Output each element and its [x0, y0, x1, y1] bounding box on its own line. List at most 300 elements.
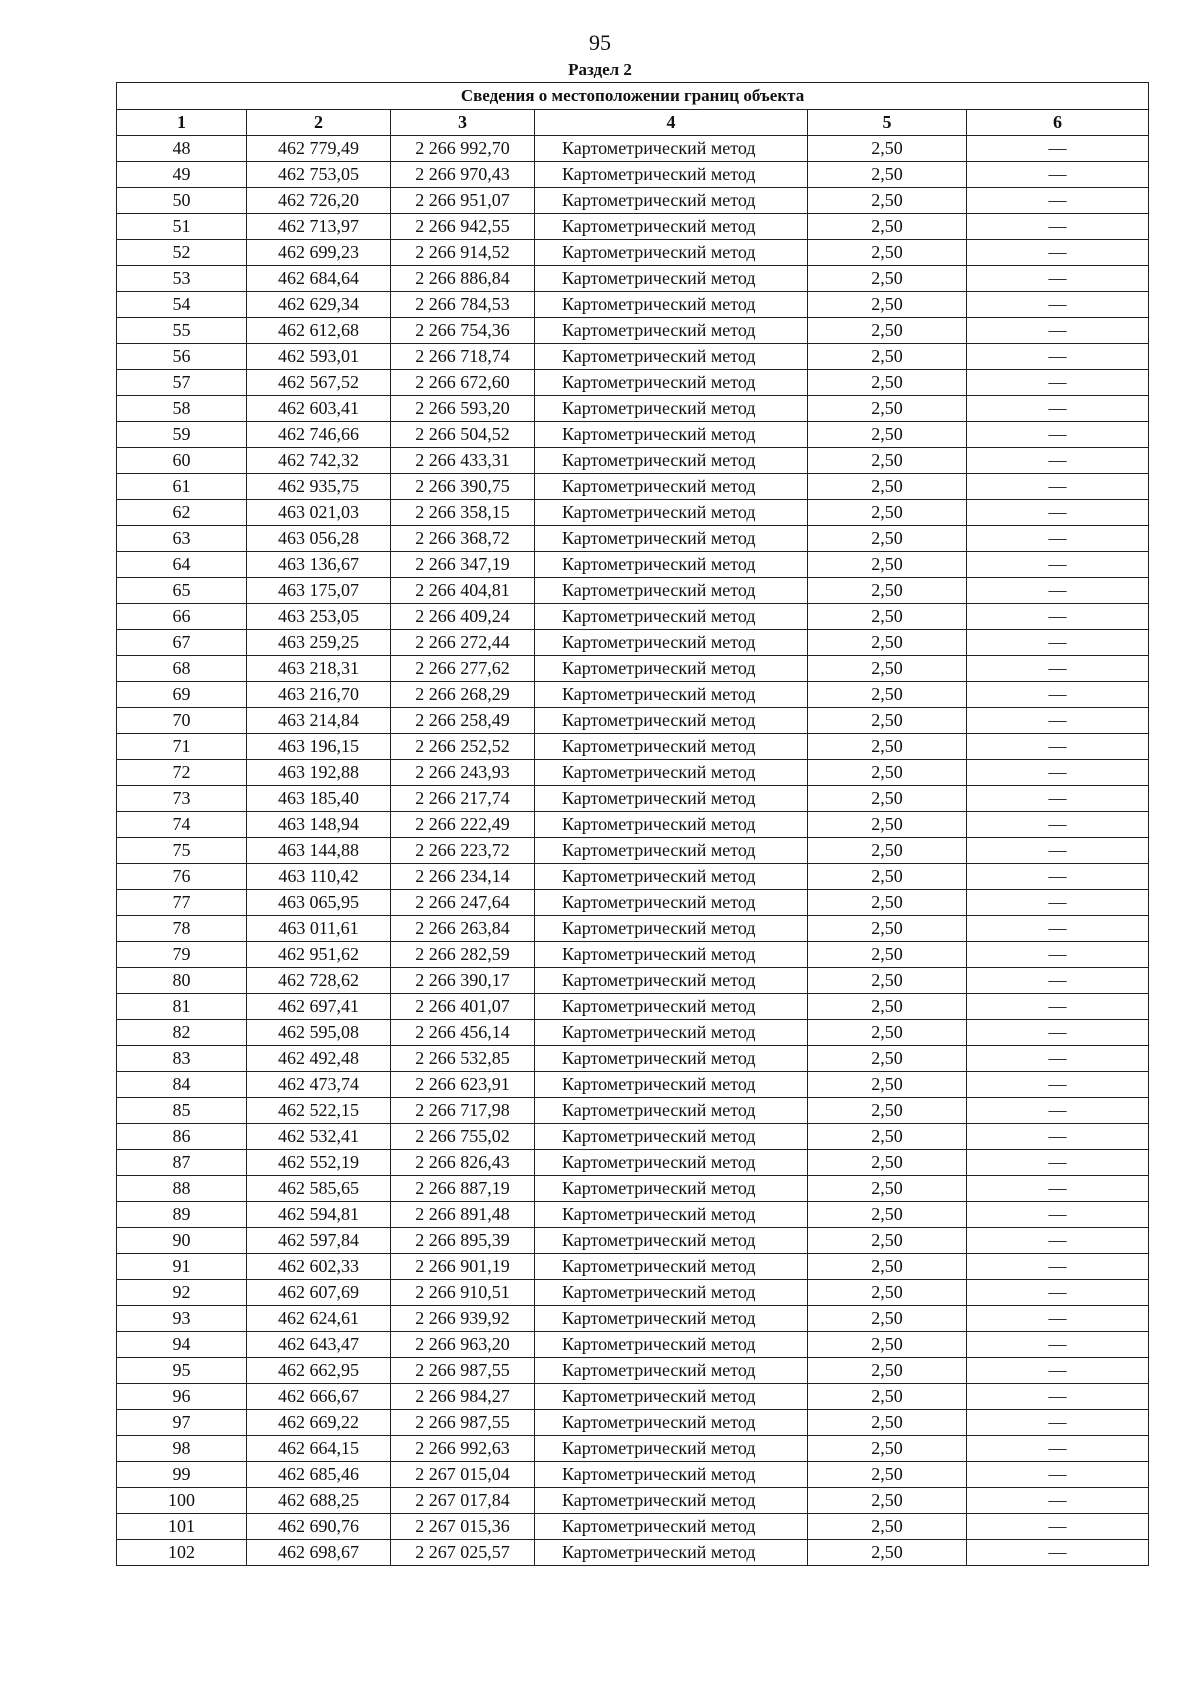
point-number-cell: 89: [117, 1202, 247, 1228]
table-row: [117, 1098, 1149, 1124]
method-cell: Картометрический метод: [535, 760, 808, 786]
table-row: [117, 448, 1149, 474]
y-coordinate-cell: 2 266 358,15: [391, 500, 535, 526]
accuracy-cell: 2,50: [808, 240, 967, 266]
method-cell: Картометрический метод: [535, 1540, 808, 1566]
point-number-cell: 55: [117, 318, 247, 344]
x-coordinate-cell: 462 728,62: [247, 968, 391, 994]
method-cell: Картометрический метод: [535, 1046, 808, 1072]
y-coordinate-cell: 2 266 891,48: [391, 1202, 535, 1228]
accuracy-cell: 2,50: [808, 1540, 967, 1566]
accuracy-cell: 2,50: [808, 162, 967, 188]
accuracy-cell: 2,50: [808, 370, 967, 396]
description-cell: —: [967, 1098, 1149, 1124]
accuracy-cell: 2,50: [808, 578, 967, 604]
y-coordinate-cell: 2 266 984,27: [391, 1384, 535, 1410]
y-coordinate-cell: 2 266 433,31: [391, 448, 535, 474]
table-row: [117, 812, 1149, 838]
table-row: [117, 656, 1149, 682]
accuracy-cell: 2,50: [808, 1280, 967, 1306]
accuracy-cell: 2,50: [808, 656, 967, 682]
method-cell: Картометрический метод: [535, 1072, 808, 1098]
description-cell: —: [967, 1514, 1149, 1540]
point-number-cell: 96: [117, 1384, 247, 1410]
accuracy-cell: 2,50: [808, 526, 967, 552]
x-coordinate-cell: 462 698,67: [247, 1540, 391, 1566]
description-cell: —: [967, 1228, 1149, 1254]
table-row: [117, 162, 1149, 188]
x-coordinate-cell: 462 552,19: [247, 1150, 391, 1176]
x-coordinate-cell: 463 216,70: [247, 682, 391, 708]
table-row: [117, 422, 1149, 448]
x-coordinate-cell: 462 612,68: [247, 318, 391, 344]
table-row: [117, 916, 1149, 942]
y-coordinate-cell: 2 266 992,70: [391, 136, 535, 162]
method-cell: Картометрический метод: [535, 318, 808, 344]
description-cell: —: [967, 1306, 1149, 1332]
method-cell: Картометрический метод: [535, 1098, 808, 1124]
description-cell: —: [967, 552, 1149, 578]
table-row: [117, 864, 1149, 890]
x-coordinate-cell: 462 690,76: [247, 1514, 391, 1540]
x-coordinate-cell: 463 196,15: [247, 734, 391, 760]
table-body: [117, 136, 1149, 1566]
point-number-cell: 54: [117, 292, 247, 318]
method-cell: Картометрический метод: [535, 708, 808, 734]
x-coordinate-cell: 462 684,64: [247, 266, 391, 292]
y-coordinate-cell: 2 266 243,93: [391, 760, 535, 786]
x-coordinate-cell: 462 585,65: [247, 1176, 391, 1202]
table-row: [117, 474, 1149, 500]
column-number: 3: [391, 110, 535, 136]
accuracy-cell: 2,50: [808, 1436, 967, 1462]
y-coordinate-cell: 2 267 017,84: [391, 1488, 535, 1514]
x-coordinate-cell: 462 567,52: [247, 370, 391, 396]
x-coordinate-cell: 462 643,47: [247, 1332, 391, 1358]
x-coordinate-cell: 463 218,31: [247, 656, 391, 682]
x-coordinate-cell: 462 662,95: [247, 1358, 391, 1384]
x-coordinate-cell: 462 779,49: [247, 136, 391, 162]
table-row: [117, 396, 1149, 422]
point-number-cell: 73: [117, 786, 247, 812]
accuracy-cell: 2,50: [808, 500, 967, 526]
point-number-cell: 58: [117, 396, 247, 422]
x-coordinate-cell: 463 185,40: [247, 786, 391, 812]
method-cell: Картометрический метод: [535, 682, 808, 708]
point-number-cell: 98: [117, 1436, 247, 1462]
x-coordinate-cell: 463 021,03: [247, 500, 391, 526]
point-number-cell: 74: [117, 812, 247, 838]
table-row: [117, 1462, 1149, 1488]
table-row: [117, 1384, 1149, 1410]
description-cell: —: [967, 604, 1149, 630]
table-row: [117, 994, 1149, 1020]
y-coordinate-cell: 2 266 532,85: [391, 1046, 535, 1072]
column-number: 2: [247, 110, 391, 136]
table-row: [117, 1306, 1149, 1332]
page-number: 95: [589, 30, 611, 55]
y-coordinate-cell: 2 266 623,91: [391, 1072, 535, 1098]
column-number-row: [117, 110, 1149, 136]
description-cell: —: [967, 1202, 1149, 1228]
point-number-cell: 100: [117, 1488, 247, 1514]
point-number-cell: 102: [117, 1540, 247, 1566]
description-cell: —: [967, 786, 1149, 812]
y-coordinate-cell: 2 266 963,20: [391, 1332, 535, 1358]
x-coordinate-cell: 462 688,25: [247, 1488, 391, 1514]
accuracy-cell: 2,50: [808, 422, 967, 448]
method-cell: Картометрический метод: [535, 734, 808, 760]
method-cell: Картометрический метод: [535, 604, 808, 630]
point-number-cell: 91: [117, 1254, 247, 1280]
point-number-cell: 62: [117, 500, 247, 526]
description-cell: —: [967, 1462, 1149, 1488]
table-row: [117, 318, 1149, 344]
point-number-cell: 64: [117, 552, 247, 578]
table-row: [117, 1072, 1149, 1098]
y-coordinate-cell: 2 266 593,20: [391, 396, 535, 422]
x-coordinate-cell: 463 148,94: [247, 812, 391, 838]
accuracy-cell: 2,50: [808, 1306, 967, 1332]
x-coordinate-cell: 462 629,34: [247, 292, 391, 318]
accuracy-cell: 2,50: [808, 396, 967, 422]
method-cell: Картометрический метод: [535, 1020, 808, 1046]
accuracy-cell: 2,50: [808, 630, 967, 656]
y-coordinate-cell: 2 267 015,04: [391, 1462, 535, 1488]
point-number-cell: 84: [117, 1072, 247, 1098]
y-coordinate-cell: 2 266 282,59: [391, 942, 535, 968]
x-coordinate-cell: 462 664,15: [247, 1436, 391, 1462]
accuracy-cell: 2,50: [808, 318, 967, 344]
accuracy-cell: 2,50: [808, 266, 967, 292]
table-row: [117, 1540, 1149, 1566]
method-cell: Картометрический метод: [535, 1514, 808, 1540]
description-cell: —: [967, 1280, 1149, 1306]
description-cell: —: [967, 1488, 1149, 1514]
table-row: [117, 1020, 1149, 1046]
point-number-cell: 69: [117, 682, 247, 708]
point-number-cell: 93: [117, 1306, 247, 1332]
x-coordinate-cell: 462 685,46: [247, 1462, 391, 1488]
x-coordinate-cell: 462 951,62: [247, 942, 391, 968]
method-cell: Картометрический метод: [535, 1332, 808, 1358]
x-coordinate-cell: 462 666,67: [247, 1384, 391, 1410]
method-cell: Картометрический метод: [535, 292, 808, 318]
table-row: [117, 760, 1149, 786]
y-coordinate-cell: 2 266 217,74: [391, 786, 535, 812]
y-coordinate-cell: 2 266 992,63: [391, 1436, 535, 1462]
accuracy-cell: 2,50: [808, 864, 967, 890]
accuracy-cell: 2,50: [808, 1228, 967, 1254]
description-cell: —: [967, 1046, 1149, 1072]
description-cell: —: [967, 1358, 1149, 1384]
y-coordinate-cell: 2 266 263,84: [391, 916, 535, 942]
accuracy-cell: 2,50: [808, 1124, 967, 1150]
accuracy-cell: 2,50: [808, 1072, 967, 1098]
accuracy-cell: 2,50: [808, 1150, 967, 1176]
table-row: [117, 1332, 1149, 1358]
accuracy-cell: 2,50: [808, 916, 967, 942]
y-coordinate-cell: 2 266 390,17: [391, 968, 535, 994]
method-cell: Картометрический метод: [535, 1384, 808, 1410]
point-number-cell: 82: [117, 1020, 247, 1046]
x-coordinate-cell: 463 192,88: [247, 760, 391, 786]
point-number-cell: 79: [117, 942, 247, 968]
point-number-cell: 63: [117, 526, 247, 552]
column-number: 4: [535, 110, 808, 136]
description-cell: —: [967, 890, 1149, 916]
accuracy-cell: 2,50: [808, 552, 967, 578]
point-number-cell: 51: [117, 214, 247, 240]
x-coordinate-cell: 463 253,05: [247, 604, 391, 630]
point-number-cell: 80: [117, 968, 247, 994]
method-cell: Картометрический метод: [535, 916, 808, 942]
description-cell: —: [967, 760, 1149, 786]
table-row: [117, 188, 1149, 214]
y-coordinate-cell: 2 266 886,84: [391, 266, 535, 292]
x-coordinate-cell: 462 713,97: [247, 214, 391, 240]
x-coordinate-cell: 463 214,84: [247, 708, 391, 734]
column-number: 5: [808, 110, 967, 136]
accuracy-cell: 2,50: [808, 188, 967, 214]
y-coordinate-cell: 2 266 887,19: [391, 1176, 535, 1202]
x-coordinate-cell: 463 136,67: [247, 552, 391, 578]
description-cell: —: [967, 526, 1149, 552]
description-cell: —: [967, 1150, 1149, 1176]
accuracy-cell: 2,50: [808, 1488, 967, 1514]
y-coordinate-cell: 2 266 718,74: [391, 344, 535, 370]
point-number-cell: 50: [117, 188, 247, 214]
method-cell: Картометрический метод: [535, 500, 808, 526]
description-cell: —: [967, 1176, 1149, 1202]
description-cell: —: [967, 396, 1149, 422]
description-cell: —: [967, 708, 1149, 734]
point-number-cell: 52: [117, 240, 247, 266]
point-number-cell: 60: [117, 448, 247, 474]
accuracy-cell: 2,50: [808, 1254, 967, 1280]
point-number-cell: 61: [117, 474, 247, 500]
description-cell: —: [967, 1072, 1149, 1098]
method-cell: Картометрический метод: [535, 474, 808, 500]
description-cell: —: [967, 1540, 1149, 1566]
accuracy-cell: 2,50: [808, 1098, 967, 1124]
description-cell: —: [967, 1332, 1149, 1358]
table-row: [117, 968, 1149, 994]
y-coordinate-cell: 2 267 025,57: [391, 1540, 535, 1566]
accuracy-cell: 2,50: [808, 968, 967, 994]
description-cell: —: [967, 942, 1149, 968]
accuracy-cell: 2,50: [808, 1202, 967, 1228]
method-cell: Картометрический метод: [535, 136, 808, 162]
point-number-cell: 66: [117, 604, 247, 630]
y-coordinate-cell: 2 266 970,43: [391, 162, 535, 188]
method-cell: Картометрический метод: [535, 656, 808, 682]
description-cell: —: [967, 656, 1149, 682]
accuracy-cell: 2,50: [808, 1046, 967, 1072]
point-number-cell: 67: [117, 630, 247, 656]
description-cell: —: [967, 136, 1149, 162]
method-cell: Картометрический метод: [535, 526, 808, 552]
y-coordinate-cell: 2 266 247,64: [391, 890, 535, 916]
method-cell: Картометрический метод: [535, 890, 808, 916]
method-cell: Картометрический метод: [535, 1280, 808, 1306]
method-cell: Картометрический метод: [535, 1124, 808, 1150]
accuracy-cell: 2,50: [808, 1020, 967, 1046]
method-cell: Картометрический метод: [535, 864, 808, 890]
x-coordinate-cell: 463 110,42: [247, 864, 391, 890]
table-row: [117, 604, 1149, 630]
description-cell: —: [967, 630, 1149, 656]
method-cell: Картометрический метод: [535, 396, 808, 422]
table-row: [117, 1176, 1149, 1202]
accuracy-cell: 2,50: [808, 1358, 967, 1384]
table-row: [117, 838, 1149, 864]
section-title: Раздел 2: [568, 60, 632, 79]
y-coordinate-cell: 2 266 258,49: [391, 708, 535, 734]
x-coordinate-cell: 463 175,07: [247, 578, 391, 604]
x-coordinate-cell: 463 144,88: [247, 838, 391, 864]
y-coordinate-cell: 2 266 401,07: [391, 994, 535, 1020]
y-coordinate-cell: 2 266 754,36: [391, 318, 535, 344]
description-cell: —: [967, 162, 1149, 188]
y-coordinate-cell: 2 266 910,51: [391, 1280, 535, 1306]
method-cell: Картометрический метод: [535, 1358, 808, 1384]
table-row: [117, 786, 1149, 812]
description-cell: —: [967, 994, 1149, 1020]
x-coordinate-cell: 462 726,20: [247, 188, 391, 214]
description-cell: —: [967, 968, 1149, 994]
point-number-cell: 77: [117, 890, 247, 916]
accuracy-cell: 2,50: [808, 604, 967, 630]
method-cell: Картометрический метод: [535, 786, 808, 812]
boundary-points-table: [116, 82, 1149, 1566]
table-row: [117, 682, 1149, 708]
x-coordinate-cell: 462 492,48: [247, 1046, 391, 1072]
table-row: [117, 344, 1149, 370]
table-row: [117, 214, 1149, 240]
method-cell: Картометрический метод: [535, 448, 808, 474]
y-coordinate-cell: 2 266 223,72: [391, 838, 535, 864]
point-number-cell: 95: [117, 1358, 247, 1384]
y-coordinate-cell: 2 266 672,60: [391, 370, 535, 396]
accuracy-cell: 2,50: [808, 812, 967, 838]
table-row: [117, 1488, 1149, 1514]
table-row: [117, 942, 1149, 968]
point-number-cell: 88: [117, 1176, 247, 1202]
point-number-cell: 68: [117, 656, 247, 682]
point-number-cell: 90: [117, 1228, 247, 1254]
y-coordinate-cell: 2 266 826,43: [391, 1150, 535, 1176]
y-coordinate-cell: 2 266 895,39: [391, 1228, 535, 1254]
x-coordinate-cell: 462 699,23: [247, 240, 391, 266]
method-cell: Картометрический метод: [535, 838, 808, 864]
accuracy-cell: 2,50: [808, 448, 967, 474]
table-row: [117, 1514, 1149, 1540]
description-cell: —: [967, 734, 1149, 760]
point-number-cell: 72: [117, 760, 247, 786]
accuracy-cell: 2,50: [808, 994, 967, 1020]
method-cell: Картометрический метод: [535, 240, 808, 266]
y-coordinate-cell: 2 266 717,98: [391, 1098, 535, 1124]
x-coordinate-cell: 462 473,74: [247, 1072, 391, 1098]
y-coordinate-cell: 2 266 987,55: [391, 1358, 535, 1384]
method-cell: Картометрический метод: [535, 1488, 808, 1514]
description-cell: —: [967, 812, 1149, 838]
table-row: [117, 266, 1149, 292]
accuracy-cell: 2,50: [808, 708, 967, 734]
table-row: [117, 1046, 1149, 1072]
accuracy-cell: 2,50: [808, 734, 967, 760]
table-row: [117, 552, 1149, 578]
table-caption: Сведения о местоположении границ объекта: [117, 83, 1149, 110]
description-cell: —: [967, 422, 1149, 448]
description-cell: —: [967, 500, 1149, 526]
description-cell: —: [967, 266, 1149, 292]
accuracy-cell: 2,50: [808, 344, 967, 370]
y-coordinate-cell: 2 266 409,24: [391, 604, 535, 630]
table-row: [117, 890, 1149, 916]
x-coordinate-cell: 463 259,25: [247, 630, 391, 656]
x-coordinate-cell: 462 602,33: [247, 1254, 391, 1280]
x-coordinate-cell: 462 697,41: [247, 994, 391, 1020]
accuracy-cell: 2,50: [808, 838, 967, 864]
method-cell: Картометрический метод: [535, 812, 808, 838]
method-cell: Картометрический метод: [535, 1228, 808, 1254]
point-number-cell: 101: [117, 1514, 247, 1540]
table-row: [117, 1254, 1149, 1280]
method-cell: Картометрический метод: [535, 344, 808, 370]
point-number-cell: 78: [117, 916, 247, 942]
y-coordinate-cell: 2 266 942,55: [391, 214, 535, 240]
x-coordinate-cell: 463 011,61: [247, 916, 391, 942]
description-cell: —: [967, 916, 1149, 942]
accuracy-cell: 2,50: [808, 1514, 967, 1540]
method-cell: Картометрический метод: [535, 1306, 808, 1332]
point-number-cell: 59: [117, 422, 247, 448]
method-cell: Картометрический метод: [535, 1202, 808, 1228]
point-number-cell: 81: [117, 994, 247, 1020]
method-cell: Картометрический метод: [535, 1254, 808, 1280]
table-row: [117, 734, 1149, 760]
description-cell: —: [967, 448, 1149, 474]
point-number-cell: 83: [117, 1046, 247, 1072]
description-cell: —: [967, 370, 1149, 396]
y-coordinate-cell: 2 266 277,62: [391, 656, 535, 682]
y-coordinate-cell: 2 266 404,81: [391, 578, 535, 604]
accuracy-cell: 2,50: [808, 474, 967, 500]
description-cell: —: [967, 838, 1149, 864]
method-cell: Картометрический метод: [535, 1150, 808, 1176]
point-number-cell: 85: [117, 1098, 247, 1124]
y-coordinate-cell: 2 266 272,44: [391, 630, 535, 656]
y-coordinate-cell: 2 266 222,49: [391, 812, 535, 838]
point-number-cell: 97: [117, 1410, 247, 1436]
y-coordinate-cell: 2 266 784,53: [391, 292, 535, 318]
point-number-cell: 92: [117, 1280, 247, 1306]
table-row: [117, 1150, 1149, 1176]
description-cell: —: [967, 240, 1149, 266]
x-coordinate-cell: 462 669,22: [247, 1410, 391, 1436]
column-number: 6: [967, 110, 1149, 136]
y-coordinate-cell: 2 266 390,75: [391, 474, 535, 500]
table-row: [117, 1124, 1149, 1150]
description-cell: —: [967, 1124, 1149, 1150]
accuracy-cell: 2,50: [808, 214, 967, 240]
description-cell: —: [967, 1254, 1149, 1280]
x-coordinate-cell: 463 065,95: [247, 890, 391, 916]
method-cell: Картометрический метод: [535, 370, 808, 396]
point-number-cell: 87: [117, 1150, 247, 1176]
